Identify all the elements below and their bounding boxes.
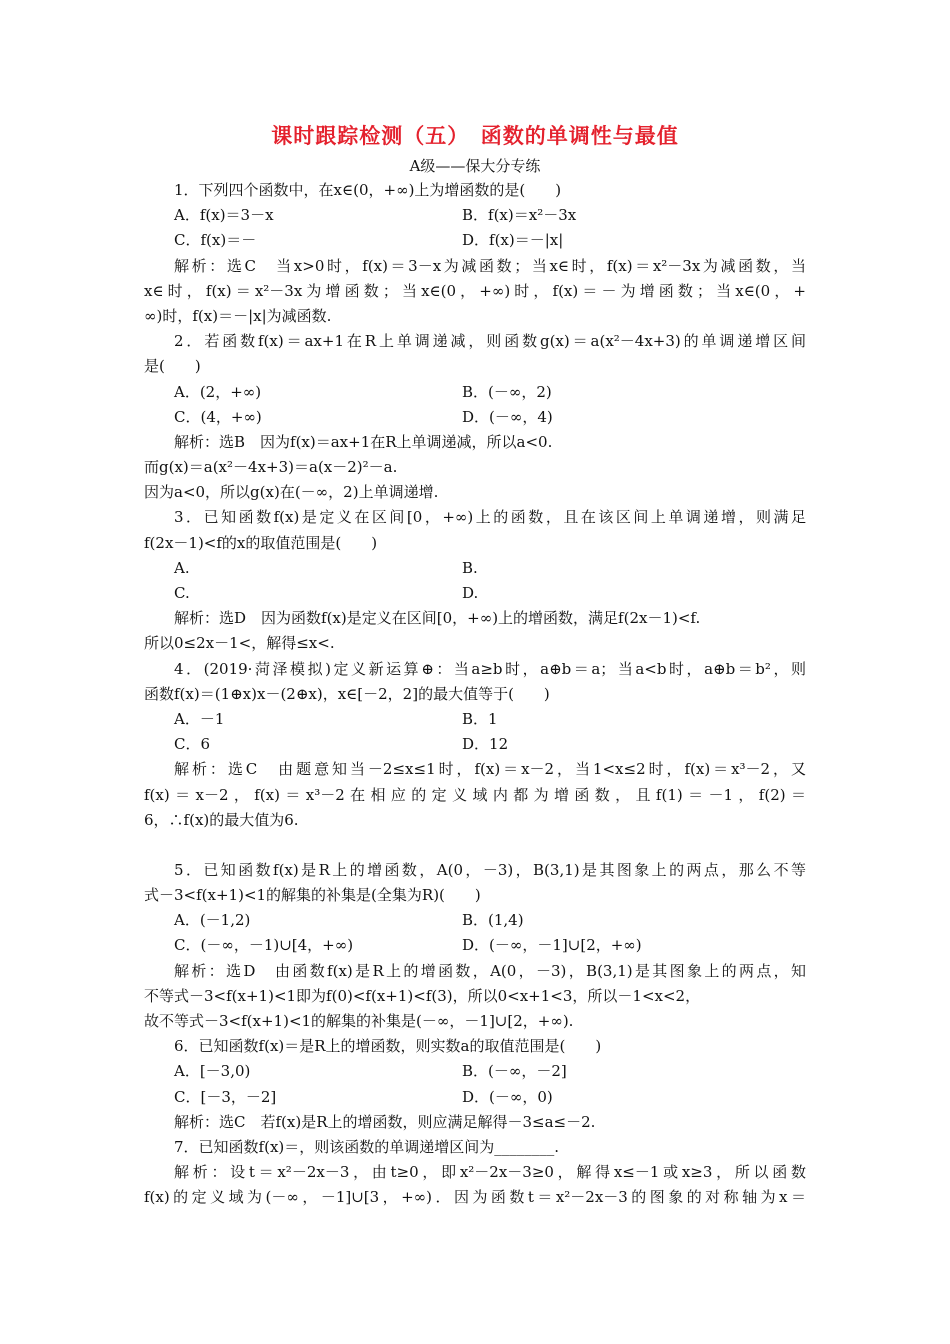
question-3-stem: 3．已知函数f(x)是定义在区间[0，+∞)上的函数，且在该区间上单调递增，则满足 bbox=[174, 508, 806, 527]
option-a: A. bbox=[174, 558, 190, 577]
document-body bbox=[144, 178, 806, 1211]
question-7-solution-line: 解析：设t＝x²－2x－3，由t≥0，即x²－2x－3≥0，解得x≤－1或x≥3，所以函数 bbox=[174, 1163, 806, 1182]
option-a: A．f(x)＝3－x bbox=[174, 206, 274, 225]
question-3-options-ab bbox=[144, 556, 806, 581]
question-2-solution-line: 而g(x)＝a(x²－4x+3)＝a(x－2)²－a. bbox=[144, 458, 398, 477]
question-7-solution-line: f(x)的定义域为(－∞，－1]∪[3，+∞)．因为函数t＝x²－2x－3的图象的对称轴为x＝ bbox=[144, 1188, 806, 1207]
option-c: C．(－∞，－1)∪[4，+∞) bbox=[174, 936, 354, 955]
question-1-solution-line: ∞)时，f(x)＝－|x|为减函数. bbox=[144, 306, 332, 325]
option-c: C．[－3，－2] bbox=[174, 1087, 277, 1106]
question-7-stem: 7．已知函数f(x)＝，则该函数的单调递增区间为________. bbox=[174, 1137, 560, 1156]
question-3-solution-line: 所以0≤2x－1<，解得≤x<. bbox=[144, 634, 335, 653]
question-6-solution-line: 解析：选C 若f(x)是R上的增函数，则应满足解得－3≤a≤－2. bbox=[174, 1112, 596, 1131]
question-5-solution-line: 不等式－3<f(x+1)<1即为f(0)<f(x+1)<f(3)，所以0<x+1<3，所以－1<x<2， bbox=[144, 986, 701, 1005]
question-2-solution-line: 因为a<0，所以g(x)在(－∞，2)上单调递增. bbox=[144, 483, 439, 502]
option-d: D．f(x)＝－|x| bbox=[462, 231, 564, 250]
blank-gap bbox=[144, 833, 806, 858]
option-d: D．(－∞，4) bbox=[462, 407, 553, 426]
question-1-options-ab bbox=[144, 203, 806, 228]
option-a: A．－1 bbox=[174, 709, 225, 728]
option-b: B．1 bbox=[462, 709, 498, 728]
question-5-stem: 式－3<f(x+1)<1的解集的补集是(全集为R)( ) bbox=[144, 886, 481, 905]
question-2-stem: 2．若函数f(x)＝ax+1在R上单调递减，则函数g(x)＝a(x²－4x+3)的单调递增区间 bbox=[174, 332, 806, 351]
option-b: B．(－∞，2) bbox=[462, 382, 552, 401]
question-4-solution-line: f(x)＝x－2，f(x)＝x³－2在相应的定义域内都为增函数，且f(1)＝－1，f(2)＝ bbox=[144, 785, 806, 804]
question-3-options-cd bbox=[144, 581, 806, 606]
option-d: D. bbox=[462, 584, 479, 602]
question-4-solution-line: 6，∴f(x)的最大值为6. bbox=[144, 810, 299, 829]
option-d: D．(－∞，－1]∪[2，+∞) bbox=[462, 936, 642, 955]
question-1-options-cd bbox=[144, 228, 806, 253]
question-4-stem: 4．(2019·菏泽模拟)定义新运算⊕：当a≥b时，a⊕b＝a；当a<b时，a⊕b＝b²，则 bbox=[174, 659, 806, 678]
option-d: D．12 bbox=[462, 735, 509, 754]
option-c: C．(4，+∞) bbox=[174, 407, 262, 426]
question-4-options-ab bbox=[144, 707, 806, 732]
question-2-solution-line: 解析：选B 因为f(x)＝ax+1在R上单调递减，所以a<0. bbox=[174, 432, 553, 451]
question-6-options-ab bbox=[144, 1059, 806, 1084]
question-6-options-cd bbox=[144, 1085, 806, 1110]
option-d: D．(－∞，0) bbox=[462, 1087, 553, 1106]
question-2-options-ab bbox=[144, 380, 806, 405]
page-title: 课时跟踪检测（五） 函数的单调性与最值 bbox=[271, 124, 679, 148]
option-a: A．(2，+∞) bbox=[174, 382, 262, 401]
question-6-stem: 6．已知函数f(x)＝是R上的增函数，则实数a的取值范围是( ) bbox=[174, 1037, 602, 1056]
section-subtitle: A级——保大分专练 bbox=[409, 157, 541, 175]
question-3-stem: f(2x－1)<f的x的取值范围是( ) bbox=[144, 533, 378, 552]
question-5-options-ab bbox=[144, 908, 806, 933]
option-c: C. bbox=[174, 584, 190, 602]
option-b: B．(－∞，－2] bbox=[462, 1062, 567, 1081]
option-a: A．(－1,2) bbox=[174, 911, 251, 930]
question-5-solution-line: 解析：选D 由函数f(x)是R上的增函数，A(0，－3)，B(3,1)是其图象上的两点，知 bbox=[174, 961, 806, 980]
question-2-stem: 是( ) bbox=[144, 357, 201, 376]
question-1-solution-line: x∈时，f(x)＝x²－3x为增函数；当x∈(0，+∞)时，f(x)＝－为增函数；当x∈(0，+ bbox=[144, 281, 806, 300]
question-2-options-cd bbox=[144, 405, 806, 430]
question-4-stem: 函数f(x)＝(1⊕x)x－(2⊕x)，x∈[－2，2]的最大值等于( ) bbox=[144, 684, 550, 703]
option-a: A．[－3,0) bbox=[174, 1062, 251, 1081]
question-1-solution-line: 解析：选C 当x>0时，f(x)＝3－x为减函数；当x∈时，f(x)＝x²－3x为减函数，当 bbox=[174, 256, 806, 275]
question-5-stem: 5．已知函数f(x)是R上的增函数，A(0，－3)，B(3,1)是其图象上的两点，那么不等 bbox=[174, 860, 806, 879]
option-b: B．(1,4) bbox=[462, 911, 524, 930]
question-1-stem: 1．下列四个函数中，在x∈(0，+∞)上为增函数的是( ) bbox=[174, 181, 562, 199]
question-4-options-cd bbox=[144, 732, 806, 757]
question-5-options-cd bbox=[144, 933, 806, 958]
option-b: B. bbox=[462, 558, 478, 577]
option-c: C．6 bbox=[174, 735, 211, 754]
question-4-solution-line: 解析：选C 由题意知当－2≤x≤1时，f(x)＝x－2，当1<x≤2时，f(x)＝x³－2，又 bbox=[174, 760, 806, 779]
question-5-solution-line: 故不等式－3<f(x+1)<1的解集的补集是(－∞，－1]∪[2，+∞). bbox=[144, 1012, 574, 1030]
option-c: C．f(x)＝－ bbox=[174, 231, 257, 250]
option-b: B．f(x)＝x²－3x bbox=[462, 206, 577, 225]
question-3-solution-line: 解析：选D 因为函数f(x)是定义在区间[0，+∞)上的增函数，满足f(2x－1)<f. bbox=[174, 609, 701, 628]
